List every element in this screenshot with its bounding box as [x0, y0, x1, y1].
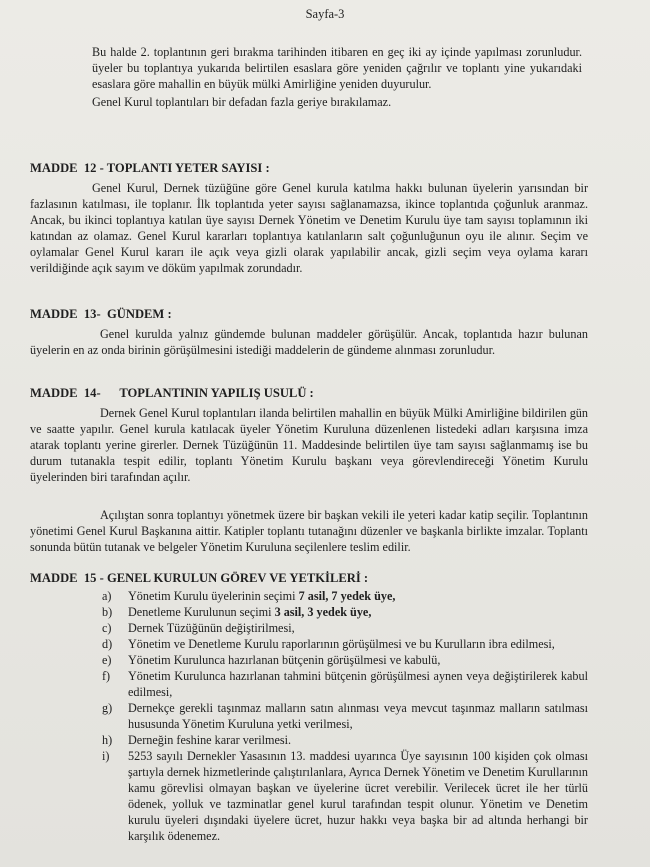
- duty-item-g: g) Dernekçe gerekli taşınmaz malların satın alınması veya mevcut taşınmaz malların satılması hususunda Yönetim Kuruluna yetki verilmesi,: [102, 701, 588, 731]
- duty-item-d: d) Yönetim ve Denetleme Kurulu raporlarının görüşülmesi ve bu Kurulların ibra edilmesi,: [102, 637, 555, 651]
- article-12-heading: MADDE 12 - TOPLANTI YETER SAYISI :: [30, 161, 270, 175]
- duty-item-i: i) 5253 sayılı Dernekler Yasasının 13. maddesi uyarınca Üye sayısının 100 kişiden çok olması şartıyla dernek hizmetlerinde çalıştırılanlara, Ayrıca Dernek Yönetim ve Denetim Kurullarının kamu görevlisi olmayan başkan ve üyelerine ücret verebilir. Verilecek ücret ile her türlü ödenek, yolluk ve tazminatlar genel kurul tarafından tespit olunur. Yönetim ve Denetim kurulu üyeleri dışındaki üyelere ücret, huzur hakkı veya başka bir ad altında herhangi bir karşılık ödenemez.: [102, 749, 588, 843]
- article-14: [0, 385, 650, 555]
- duty-item-b: b) Denetleme Kurulunun seçimi 3 asil, 3 yedek üye,: [102, 605, 372, 619]
- duties-list: [0, 586, 650, 844]
- article-12-paragraph: Genel Kurul, Dernek tüzüğüne göre Genel kurula katılma hakkı bulunan üyelerin yarısından bir fazlasının katılması, ile toplanır. İlk toplantıda yeter sayısı sağlanamazsa, ikince toplantıda çoğunluk aranmaz. Ancak, bu ikinci toplantıya katılan üye sayısı Dernek Yönetim ve Denetim Kurulu üye tam sayısı toplamının iki katından az olamaz. Genel Kurul kararları toplantıya katılanların salt çoğunluğunun oyu ile alınır. Seçim ve oylamalar Genel Kurul kararı ile açık veya gizli olarak yapılabilir ancak, gizli seçim veya oylama kararı verildiğinde açık sayım ve döküm yapılmak zorundadır.: [30, 181, 588, 275]
- article-15: [0, 570, 650, 844]
- article-13-paragraph: Genel kurulda yalnız gündemde bulunan maddeler görüşülür. Ancak, toplantıda hazır bulunan üyelerin en az onda birinin görüşülmesini istediği maddelerin de gündeme alınması zorunludur.: [30, 327, 588, 357]
- duty-item-e: e) Yönetim Kurulunca hazırlanan bütçenin görüşülmesi ve kabulü,: [102, 653, 441, 667]
- article-13: [0, 306, 650, 358]
- page-number: Sayfa-3: [305, 7, 345, 21]
- intro-paragraph-1: Bu halde 2. toplantının geri bırakma tarihinden itibaren en geç iki ay içinde yapılması zorunludur. üyeler bu toplantıya yukarıda belirtilen esaslara göre yeniden çağrılır ve toplantı yine yukarıdaki esaslara göre mahallin en büyük mülki Amirliğine yeniden duyurulur.: [92, 45, 582, 91]
- article-13-heading: MADDE 13- GÜNDEM :: [30, 307, 172, 321]
- article-12: [0, 160, 650, 276]
- duty-item-a: a) Yönetim Kurulu üyelerinin seçimi 7 asil, 7 yedek üye,: [102, 589, 396, 603]
- duty-item-f: f) Yönetim Kurulunca hazırlanan tahmini bütçenin görüşülmesi aynen veya değiştirilerek kabul edilmesi,: [102, 669, 588, 699]
- article-15-heading: MADDE 15 - GENEL KURULUN GÖREV VE YETKİLERİ :: [30, 571, 369, 585]
- intro-section: [0, 44, 650, 110]
- duty-item-c: c) Dernek Tüzüğünün değiştirilmesi,: [102, 621, 295, 635]
- article-14-paragraph-1: Dernek Genel Kurul toplantıları ilanda belirtilen mahallin en büyük Mülki Amirliğine bildirilen gün ve saatte yapılır. Genel kurula katılacak üyeler Yönetim Kuruluna düzenlenen listedeki adları karşısına imza atarak toplantı yerine girerler. Dernek Tüzüğünün 11. Maddesinde belirtilen üye tam sayısı sağlanmamış ise bu durum tutanakla tespit edilir, toplantı Yönetim Kurulu başkanı veya görevlendireceği Yönetim Kurulu üyelerinden biri tarafından açılır.: [30, 406, 588, 484]
- duty-item-h: h) Derneğin feshine karar verilmesi.: [102, 733, 292, 747]
- article-14-paragraph-2: Açılıştan sonra toplantıyı yönetmek üzere bir başkan vekili ile yeteri kadar katip seçilir. Toplantının yönetimi Genel Kurul Başkanına aittir. Katipler toplantı tutanağını düzenler ve başkanla birlikte imzalar. Toplantı sonunda bütün tutanak ve belgeler Yönetim Kuruluna seçilenlere teslim edilir.: [30, 508, 588, 554]
- intro-paragraph-2: Genel Kurul toplantıları bir defadan fazla geriye bırakılamaz.: [92, 95, 392, 109]
- article-14-heading: MADDE 14- TOPLANTININ YAPILIŞ USULÜ :: [30, 386, 314, 400]
